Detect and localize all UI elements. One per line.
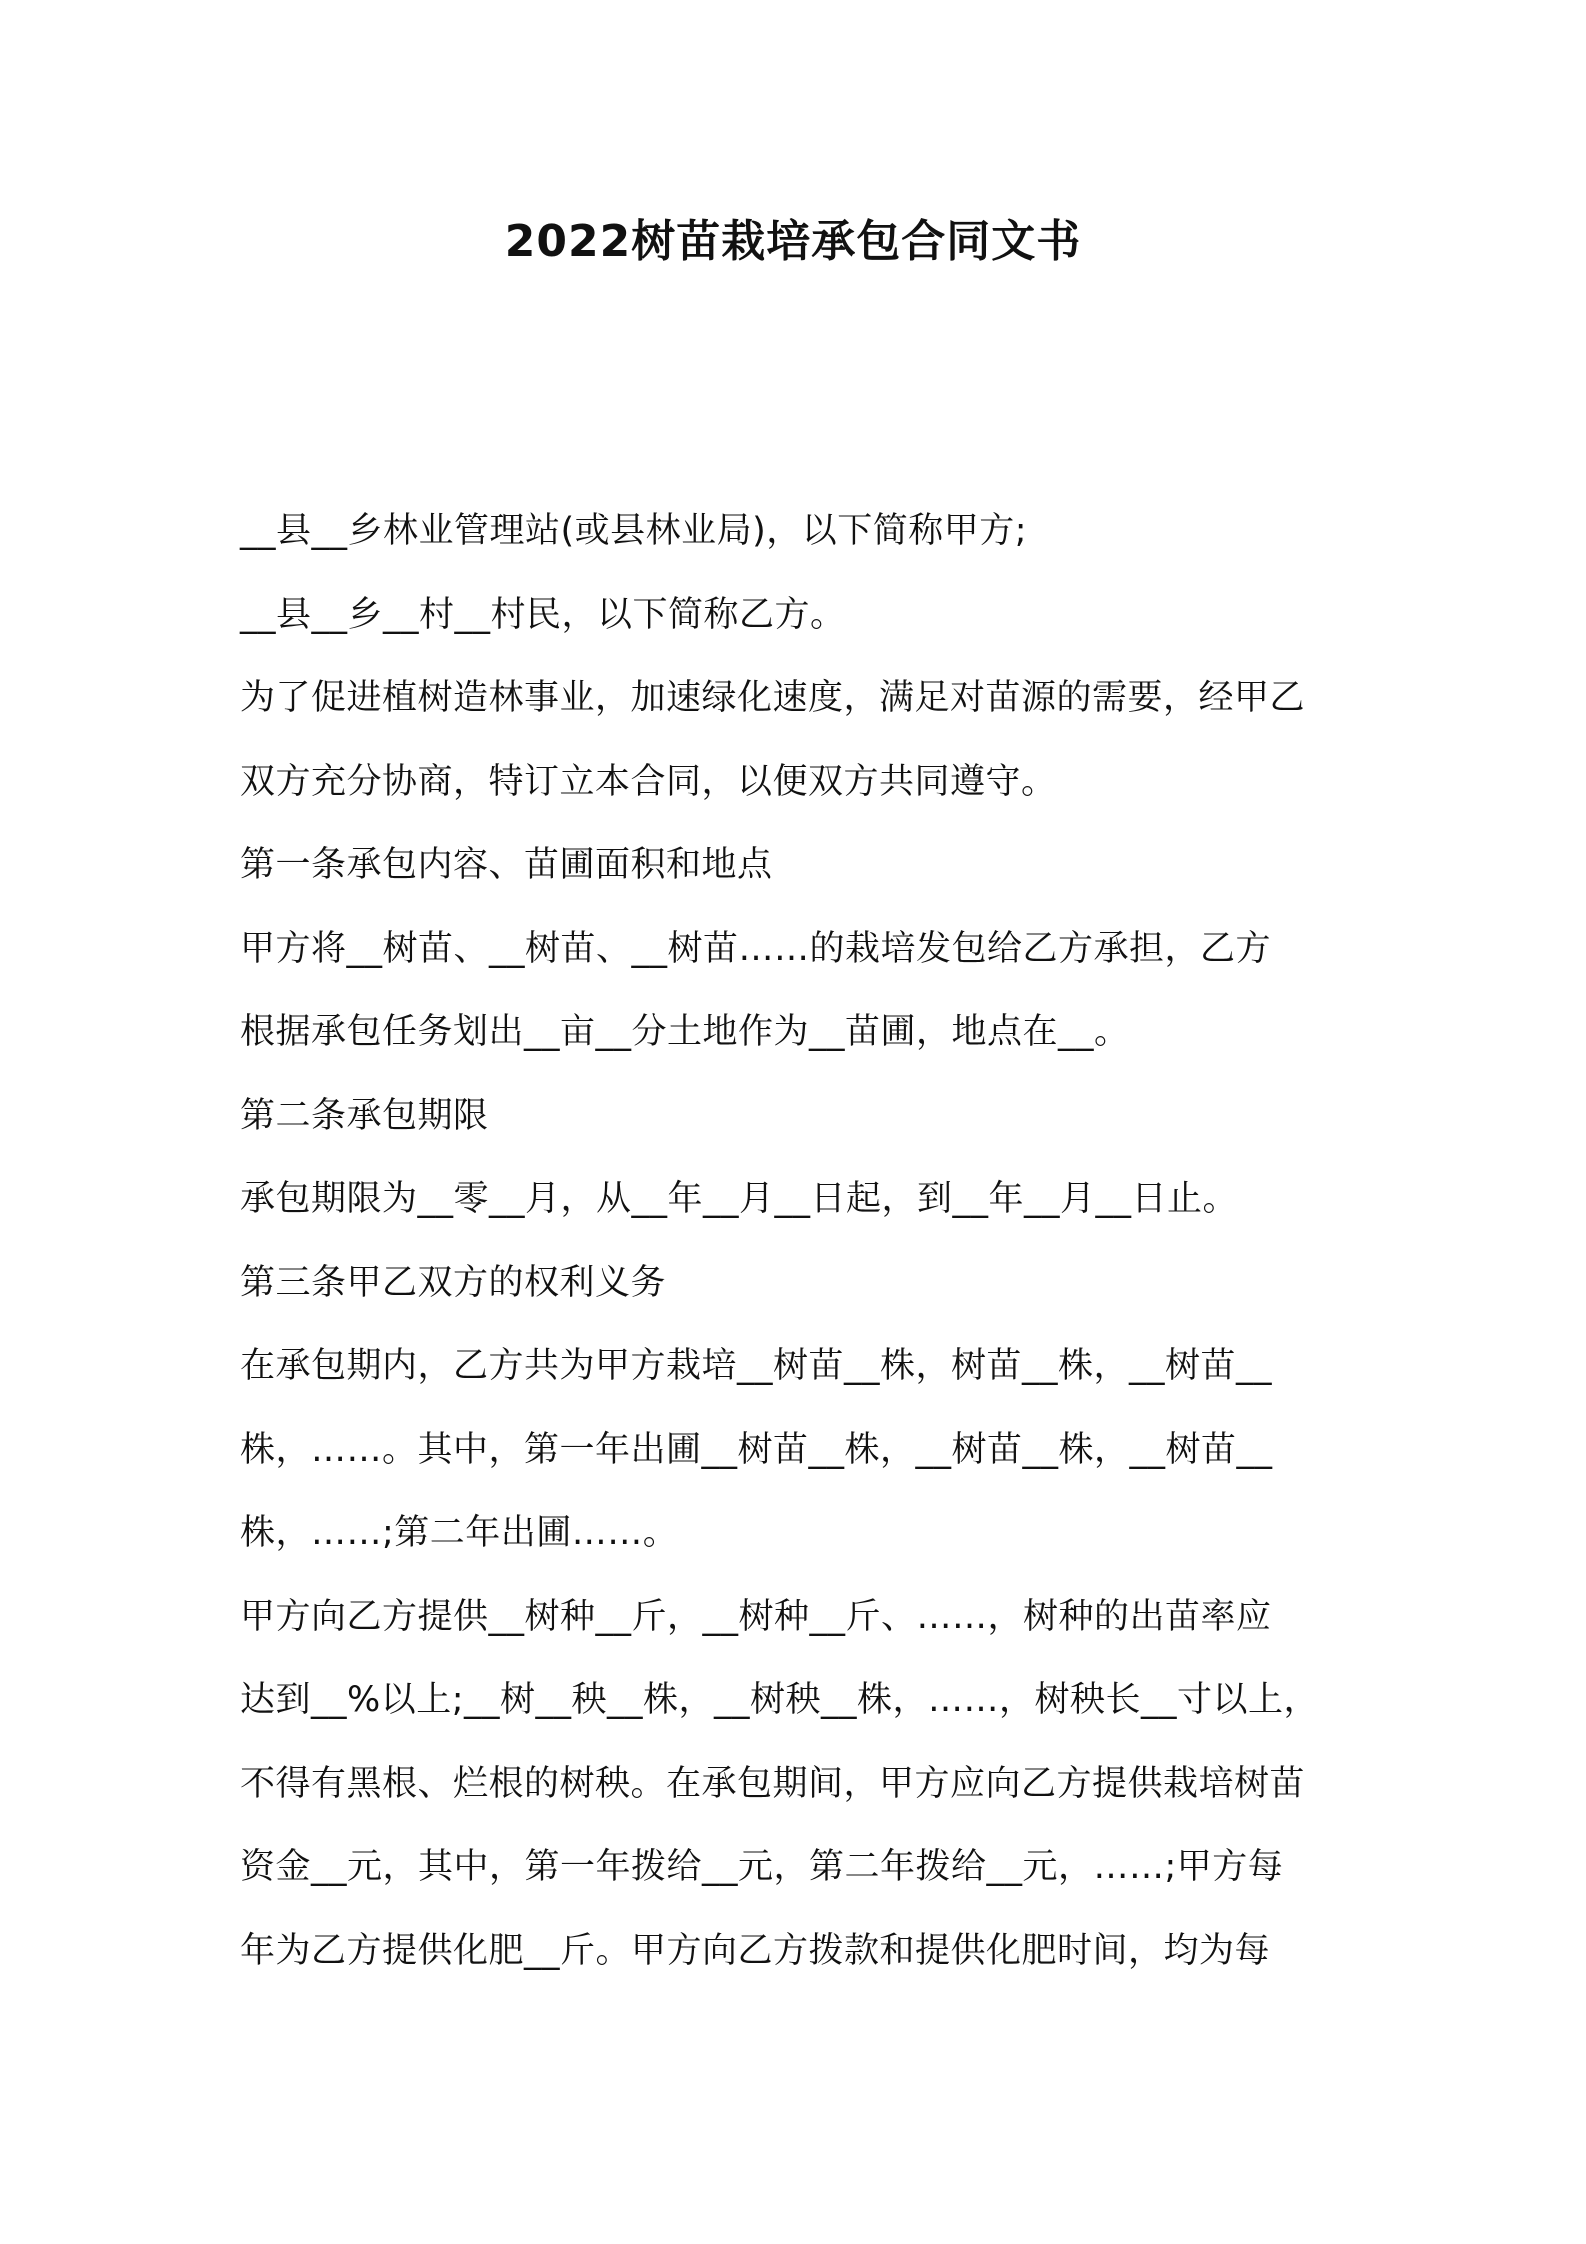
preamble-line-1: 为了促进植树造林事业，加速绿化速度，满足对苗源的需要，经甲乙: [240, 678, 1306, 718]
party-b-line: __县__乡__村__村民，以下简称乙方。: [240, 594, 846, 635]
contract-body: [240, 490, 1360, 1993]
article-3-line-8: 年为乙方提供化肥__斤。甲方向乙方拨款和提供化肥时间，均为每: [240, 1930, 1271, 1971]
article-3-line-7: 资金__元，其中，第一年拨给__元，第二年拨给__元，……;甲方每: [240, 1847, 1284, 1887]
preamble-line-2: 双方充分协商，特订立本合同，以便双方共同遵守。: [240, 761, 1057, 802]
article-3-line-2: 株，……。其中，第一年出圃__树苗__株，__树苗__株，__树苗__: [240, 1429, 1273, 1470]
article-1-heading: 第一条承包内容、苗圃面积和地点: [240, 845, 773, 885]
article-1-line-1: 甲方将__树苗、__树苗、__树苗……的栽培发包给乙方承担，乙方: [240, 928, 1272, 969]
article-3-line-4: 甲方向乙方提供__树种__斤，__树种__斤、……，树种的出苗率应: [240, 1596, 1272, 1637]
article-2-heading: 第二条承包期限: [240, 1095, 489, 1136]
article-2-line-1: 承包期限为__零__月，从__年__月__日起，到__年__月__日止。: [240, 1179, 1239, 1219]
document-title: 2022树苗栽培承包合同文书: [504, 216, 1082, 267]
article-1-line-2: 根据承包任务划出__亩__分土地作为__苗圃，地点在__。: [240, 1012, 1130, 1052]
article-3-line-1: 在承包期内，乙方共为甲方栽培__树苗__株，树苗__株，__树苗__: [240, 1346, 1273, 1386]
party-a-line: __县__乡林业管理站(或县林业局)，以下简称甲方;: [240, 511, 1028, 551]
article-3-line-3: 株，……;第二年出圃……。: [240, 1513, 679, 1553]
article-3-line-5: 达到__%以上;__树__秧__株，__树秧__株，……，树秧长__寸以上，: [240, 1680, 1320, 1720]
article-3-line-6: 不得有黑根、烂根的树秧。在承包期间，甲方应向乙方提供栽培树苗: [240, 1763, 1306, 1804]
article-3-heading: 第三条甲乙双方的权利义务: [240, 1262, 667, 1303]
